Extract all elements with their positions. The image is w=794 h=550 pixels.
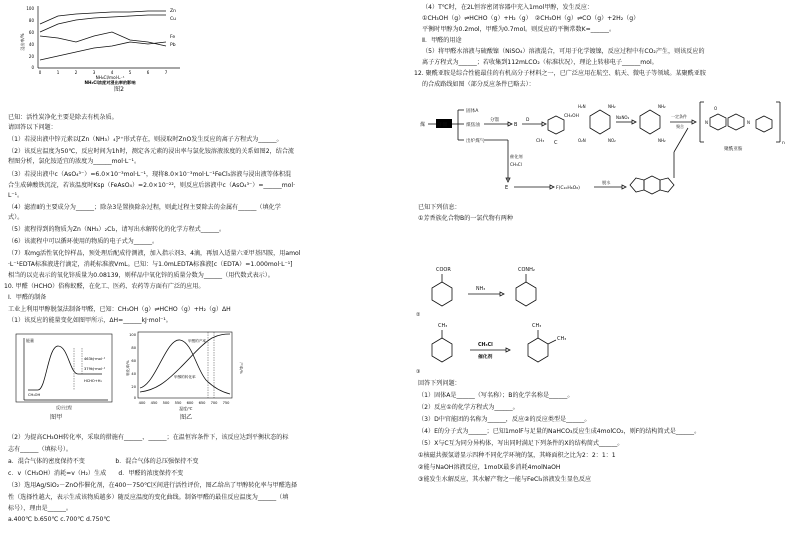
text-line: ①核磁共振氢谱显示四种不同化学环境的氢，其峰面积之比为2：2：1：1: [418, 452, 616, 459]
energy-axis-label: 能量: [26, 338, 34, 343]
x-tick: 0: [38, 70, 42, 75]
leaching-rate-chart: [20, 2, 190, 90]
text-line: （6）该流程中可以循环使用的物质的电子式为______。: [8, 238, 159, 245]
text-line: （5）将甲醛水溶液与硫酸镍（NiSO₄）溶液混合，可用于化学镀镍，反应过程中有CO₂产生，则该反应的: [422, 48, 705, 55]
text-line: 志有______（填标号）。: [8, 446, 72, 453]
scheme-label: 煤焦油: [466, 123, 480, 128]
reaction-three: [414, 318, 594, 376]
text-line: 已知下列信息：: [418, 204, 461, 211]
scheme-label: N: [705, 120, 708, 125]
scheme-label: NH₂: [608, 104, 616, 109]
figure-caption: 图乙: [180, 414, 193, 421]
scheme-label: 聚酰亚胺: [724, 147, 743, 152]
text-line: （3）若浸出液中c（AsO₄³⁻）=6.0×10⁻³mol·L⁻¹，现将8.0×10⁻³mol·L⁻¹FeCl₃溶液与浸出液等体积混: [8, 171, 292, 178]
scheme-label: 出炉煤气: [466, 139, 485, 144]
scheme-label: NH₂: [658, 104, 666, 109]
text-line: 平衡时甲醇为0.2mol，甲醛为0.7mol。则反应ⅰ的平衡常数K=______。: [422, 26, 616, 33]
text-line: （2）该反应温度为50℃，反应时间为1h时，测定各元素的浸出率与氯化铵溶液浓度的关系如图2，结合流: [8, 148, 295, 155]
text-line: （5）流程得到的物质为Zn（NH₃）₂Cl₂，请写出水解转化的化学方程式______。: [8, 226, 226, 233]
text-line: a.400℃ b.650℃ c.700℃ d.750℃: [8, 516, 111, 523]
scheme-label: 干馏: [438, 123, 448, 128]
y-tick: 60: [131, 359, 136, 363]
text-line: ·L⁻¹EDTA标准液进行滴定，消耗标准液VmL。已知：与1.0mLEDTA标准液[c（EDTA）=1.000mol·L⁻¹]: [8, 261, 293, 268]
series-line-hcho-yield: [140, 340, 230, 394]
synthesis-scheme: [418, 92, 790, 200]
scheme-label: N: [747, 120, 750, 125]
text-line: ③能发生水解反应，其水解产物之一能与FeCl₃溶液发生显色反应: [418, 476, 592, 483]
x-tick: 1: [56, 70, 60, 75]
y-tick: 40: [131, 372, 136, 376]
scheme-label: NO₂: [608, 138, 616, 143]
text-line: 合生成砷酸铁沉淀，若该温度时Ksp（FeAsO₄）=2.0×10⁻²²，则反应后溶液中c（AsO₄³⁻）=______mol·: [8, 182, 296, 189]
x-tick: 6: [146, 70, 150, 75]
figure-caption: 图2: [114, 86, 124, 93]
text-line: （3）D中官能团的名称为______，反应②的反应类型是______。: [418, 416, 591, 423]
legend-cu: Cu: [170, 17, 176, 22]
scheme-label: 分馏: [490, 118, 499, 123]
energy-label: 379kJ·mol⁻¹: [84, 367, 106, 371]
text-line: （7）取mg活性氧化锌样品，预处理后配成待测液，加入指示剂3、4滴，再加入适量六亚甲基四胺，用amol: [8, 250, 301, 257]
x-axis-label: 反应过程: [56, 405, 72, 410]
x-tick: 700: [210, 401, 218, 405]
y-tick: 20: [28, 54, 34, 59]
series-label: 甲醛的产率: [188, 339, 206, 343]
y-tick: 0: [31, 65, 34, 70]
series-line-fe: [40, 42, 166, 60]
text-line: （1）固体A是______（写名称）；B的化学名称是______。: [418, 392, 574, 399]
reaction-label: CH₃: [532, 323, 542, 329]
x-tick: 550: [174, 401, 182, 405]
synthesis-scheme-svg: [418, 92, 790, 200]
scheme-label: O₂N: [578, 138, 586, 143]
scheme-label: CH₂OH: [564, 114, 579, 119]
text-line: 标号），理由是______。: [8, 505, 72, 512]
x-axis-label: 温度/℃: [179, 406, 193, 411]
x-tick: 5: [128, 70, 132, 75]
x-tick: 750: [222, 401, 230, 405]
y-tick: 60: [28, 30, 34, 35]
reaction-label: ③: [416, 369, 421, 375]
x-tick: 600: [186, 401, 194, 405]
text-line: ②能与NaOH溶液反应，1molX最多消耗4molNaOH: [418, 464, 561, 471]
x-tick: 7: [164, 70, 168, 75]
legend-pb: Pb: [170, 43, 176, 48]
figure-caption: 图甲: [50, 414, 63, 421]
text-line: 性（选择性越大，表示生成该物质越多）随反应温度的变化曲线。制备甲醛的最佳反应温度为______（填: [8, 494, 289, 501]
text-line: 程图分析，氯化铵适宜的浓度为______mol·L⁻¹。: [8, 158, 141, 165]
text-line: （2）反应①的化学方程式为______。: [418, 404, 519, 411]
reaction-label: COOR: [436, 267, 451, 273]
scheme-label: 催化剂: [510, 154, 523, 159]
text-line: 请回答以下问题：: [8, 124, 57, 131]
x-tick: 4: [110, 70, 114, 75]
y-tick: 0: [133, 396, 136, 400]
reaction-label: CONH₂: [518, 267, 535, 273]
right-column: [400, 0, 794, 550]
y-axis-label: 浸出率/%: [20, 33, 25, 51]
text-line: 的合成路线如图（部分反应条件已略去）：: [422, 81, 535, 88]
scheme-label: 聚合: [676, 124, 684, 129]
text-line: （5）X与C互为同分异构体，写出同时满足下列条件的X的结构简式______。: [418, 440, 624, 447]
text-line: （3）选用Ag/SiO₂－ZnO作催化剂，在400～750℃区间进行活性评价，图乙给出了甲醇转化率与甲醛选择: [8, 482, 298, 489]
scheme-label: 煤: [420, 122, 426, 128]
reaction-label: 催化剂: [478, 355, 493, 360]
text-line: 相当的以克表示的氧化锌质量为0.08139，则样品中氧化锌的质量分数为______（用代数式表示）。: [8, 272, 274, 279]
scheme-label: B: [514, 122, 518, 128]
scheme-label: 脱水: [602, 180, 611, 185]
text-line: c．v（CH₃OH）消耗=v（H₂）生成 d．甲醛的浓度保持不变: [8, 470, 184, 477]
text-line: ①CH₃OH（g）⇌HCHO（g）+H₂（g） ②CH₃OH（g）⇌CO（g）+2H₂（g）: [422, 15, 640, 22]
energy-diagram: [12, 330, 116, 420]
scheme-label: CH₃Cl: [510, 162, 522, 167]
text-line: 式）。: [8, 214, 24, 221]
reaction-label: CH₃: [557, 336, 567, 342]
conversion-chart: [126, 328, 244, 420]
reaction-three-svg: [414, 318, 594, 376]
reaction-label: NH₃: [476, 287, 486, 292]
x-tick: 650: [198, 401, 206, 405]
y-tick: 40: [28, 42, 34, 47]
text-line: （1）若浸出液中锌元素以[Zn（NH₃）₄]²⁺形式存在，则浸取时ZnO发生反应的离子方程式为______。: [8, 136, 283, 143]
y-tick: 100: [129, 333, 136, 337]
scheme-label: 一定条件: [671, 114, 687, 119]
y-tick: 100: [26, 6, 34, 11]
x-tick: 3: [92, 70, 96, 75]
text-line: （4）E的分子式为______；已知1molF与足量的NaHCO₃反应生成4molCO₂，则F的结构简式是______。: [418, 428, 701, 435]
scheme-label: H₂N: [578, 104, 586, 109]
scheme-label: C: [554, 140, 558, 146]
x-tick: 2: [74, 70, 78, 75]
series-label: 甲醇的转化率: [174, 375, 196, 379]
legend-fe: Fe: [170, 35, 176, 40]
y-tick: 20: [131, 385, 136, 389]
product-label: HCHO+H₂: [84, 379, 102, 383]
legend-zn: Zn: [170, 9, 176, 14]
text-line: 回答下列问题：: [418, 380, 461, 387]
scheme-label: NaNO₂: [616, 115, 630, 120]
scheme-label: O: [714, 106, 718, 111]
leaching-rate-figure: [20, 2, 190, 90]
text-line: L⁻¹。: [8, 192, 24, 199]
x-axis-label: NH₄Cl/mol·L⁻¹: [95, 75, 125, 80]
reaction-two-svg: [414, 262, 574, 318]
text-line: （4）滤渣Ⅱ的主要成分为______；除杂3是置换除杂过程，则此过程主要除去的金属有______（填化学: [8, 204, 281, 211]
x-tick: 500: [162, 401, 170, 405]
scheme-label: NH₂: [658, 138, 666, 143]
figure-title: NH₄Cl浓度对浸出率的影响: [84, 80, 136, 85]
series-line-cu: [40, 15, 166, 32]
text-line: （2）为提高CH₃OH转化率，采取的措施有______、______；在温恒容条件下，该反应达到平衡状态的标: [8, 434, 289, 441]
left-axis-label: 转化率/%: [126, 360, 130, 376]
text-line: 离子方程式为______；若收集到112mLCO₂（标准状况），理论上转移电子______mol。: [422, 59, 658, 66]
scheme-label: F(C₁₀H₆O₈): [556, 186, 580, 191]
scheme-label: n: [782, 141, 785, 146]
energy-diagram-svg: [12, 330, 116, 420]
reaction-label: CH₃Cl: [478, 343, 493, 348]
x-tick: 450: [150, 401, 158, 405]
section-heading: Ⅱ．甲醛的用途: [422, 37, 462, 44]
question-heading: 10. 甲醛（HCHO）俗称蚁醛，在化工、医药、农药等方面有广泛的应用。: [4, 283, 205, 290]
text-line: 已知：活性炭净化主要是除去有机杂质。: [8, 114, 118, 121]
reaction-label: CH₃: [438, 323, 448, 329]
conversion-figure: [126, 328, 244, 420]
question-heading: 12. 聚酰亚胺是综合性能最佳的有机高分子材料之一，已广泛应用在航空、航天、微电子等领域。某聚酰亚胺: [414, 70, 706, 77]
x-tick: 400: [138, 401, 146, 405]
scheme-label: E: [505, 185, 509, 191]
text-line: 工业上利用甲醇脱氢法制备甲醛，已知：CH₃OH（g）⇌HCHO（g）+H₂（g）ΔH: [8, 306, 231, 313]
scheme-label: CH₃: [536, 139, 545, 144]
text-line: （1）该反应的能量变化如图甲所示，ΔH=______kJ·mol⁻¹。: [8, 317, 172, 324]
right-axis-label: 产率/%: [239, 362, 243, 374]
text-line: a．混合气体的密度保持不变 b．混合气体的总压强保持不变: [8, 458, 199, 465]
y-tick: 80: [28, 18, 34, 23]
reaction-two: [414, 262, 574, 318]
reaction-label: ②: [416, 312, 421, 318]
text-line: ①芳香族化合物B的一氯代物有两种: [418, 215, 513, 222]
section-heading: Ⅰ．甲醛的制备: [8, 294, 47, 301]
scheme-label: D: [526, 118, 530, 123]
y-tick: 80: [131, 346, 136, 350]
energy-label: 463kJ·mol⁻¹: [84, 357, 106, 361]
text-line: （4）T℃时，在2L恒容密闭容器中充入1mol甲醇，发生反应：: [422, 4, 594, 11]
reactant-label: CH₃OH: [28, 393, 41, 397]
scheme-label: 固体A: [466, 109, 479, 114]
